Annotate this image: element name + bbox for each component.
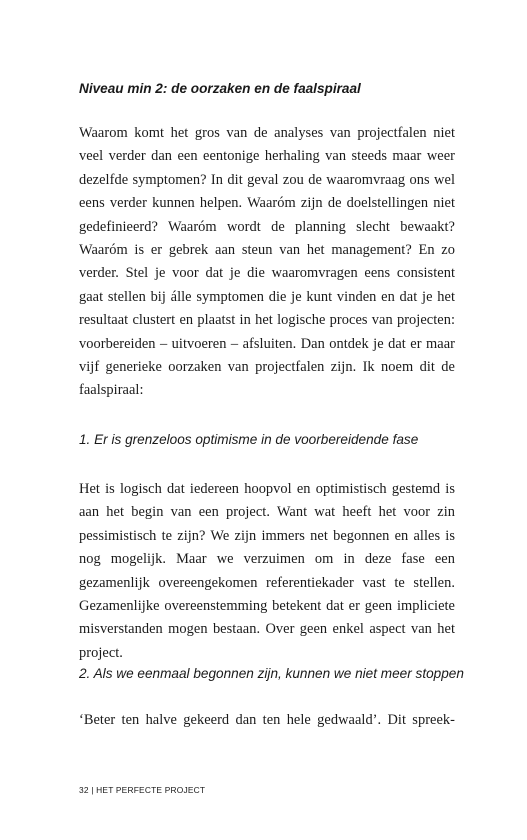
footer-separator: |: [91, 785, 94, 795]
page-footer: [79, 785, 205, 795]
subheading-2: 2. Als we eenmaal begonnen zijn, kunnen we niet meer stoppen: [79, 666, 464, 681]
paragraph-text: Waarom komt het gros van de analyses van projectfalen niet veel verder dan een eentonige herhaling van steeds maar weer dezelfde symptomen? In dit geval zou de waaromvraag ons wel eens verder kunnen helpen. Waaróm zijn de doelstellingen niet gedefinieerd? Waaróm wordt de planning slecht bewaakt? Waaróm is er gebrek aan steun van het management? En zo verder. Stel je voor dat je die waaromvragen eens consistent gaat stellen bij álle symptomen die je kunt vinden en dat je het resultaat clustert en plaatst in het logische proces van projecten: voorbereiden – uitvoeren – afsluiten. Dan ontdek je dat er maar vijf generieke oorzaken van projectfalen zijn. Ik noem dit de faalspiraal:: [79, 125, 455, 399]
section-heading: Niveau min 2: de oorzaken en de faalspiraal: [79, 81, 361, 96]
subheading-1: 1. Er is grenzeloos optimisme in de voorbereidende fase: [79, 432, 419, 447]
body-paragraph-3: [79, 709, 455, 732]
running-title: HET PERFECTE PROJECT: [96, 785, 206, 795]
page-number: 32: [79, 785, 89, 795]
paragraph-text: Het is logisch dat iedereen hoopvol en optimistisch gestemd is aan het begin van een project. Want wat heeft het voor zin pessimistisch te zijn? We zijn immers net begonnen en alles is nog mogelijk. Maar we verzuimen om in deze fase een gezamenlijk overeengekomen referentiekader vast te stellen. Gezamenlijke overeenstemming betekent dat er geen impliciete misverstanden mogen bestaan. Over geen enkel aspect van het project.: [79, 481, 455, 661]
paragraph-text: ‘Beter ten halve gekeerd dan ten hele gedwaald’. Dit spreek-: [79, 712, 455, 728]
body-paragraph-1: [79, 122, 455, 403]
body-paragraph-2: [79, 478, 455, 665]
